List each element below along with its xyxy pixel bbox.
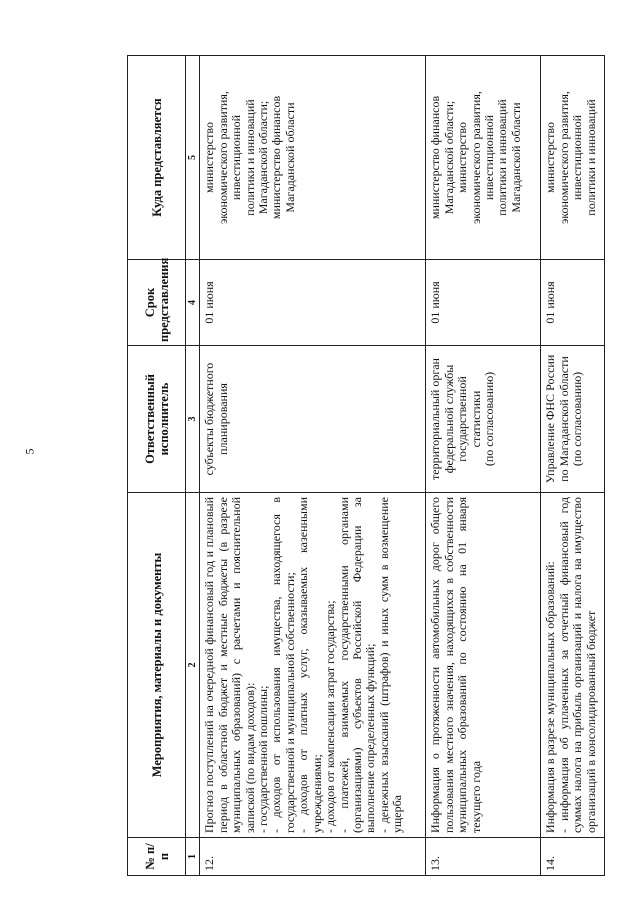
column-number: 2	[186, 493, 200, 838]
destination-line: инвестиционной	[570, 114, 585, 201]
row-measure	[541, 493, 605, 838]
row-number: 13.	[426, 838, 541, 876]
destination-line: Магаданской области	[282, 102, 297, 213]
rotated-page	[127, 56, 607, 876]
column-number-row	[186, 56, 200, 876]
executor-line: государственной	[455, 376, 470, 462]
measure-line: - доходов от платных услуг, оказываемых казенными учреждениями;	[296, 497, 324, 833]
measure-line: Прогноз поступлений на очередной финансовый год и плановый период в областной бюджет и местные бюджеты (в разрезе муниципальных образований) с расчетами и пояснительной запиской (по видам доходов):	[202, 497, 257, 833]
destination-line: министерство	[543, 122, 558, 193]
header-num: № п/п	[128, 838, 186, 876]
row-deadline: 01 июня	[541, 260, 605, 346]
table-row	[200, 56, 426, 876]
destination-line: экономического развития,	[215, 91, 230, 224]
executor-line: (по согласованию)	[570, 371, 585, 467]
row-deadline: 01 июня	[200, 260, 426, 346]
destination-line: Магаданской области;	[441, 100, 456, 215]
executor-line: статистики	[468, 390, 483, 448]
row-destination	[426, 56, 541, 260]
destination-line: Магаданской области;	[255, 100, 270, 215]
header-destination: Куда представляется	[128, 56, 186, 260]
measure-line: - доходов от использования имущества, находящегося в государственной и муниципальной собственности;	[269, 497, 297, 833]
destination-line: экономического развития,	[468, 91, 483, 224]
executor-line: по Магаданской области	[556, 356, 571, 482]
destination-line: министерство финансов	[269, 95, 284, 220]
column-number: 3	[186, 346, 200, 493]
column-number: 5	[186, 56, 200, 260]
table-row	[541, 56, 605, 876]
plan-table	[127, 55, 605, 876]
header-deadline: Срок представления	[128, 260, 186, 346]
executor-line: (по согласованию)	[481, 371, 496, 467]
destination-line: инвестиционной	[229, 114, 244, 201]
row-executor	[541, 346, 605, 493]
header-measures: Мероприятия, материалы и документы	[128, 493, 186, 838]
measure-line: - платежей, взимаемых государственными органами (организациями) субъектов Российской Федерации за выполнение определенных функций;	[336, 497, 378, 833]
page-number: 5	[22, 448, 37, 455]
destination-line: инвестиционной	[481, 114, 496, 201]
header-row	[128, 56, 186, 876]
destination-line: Магаданской области	[508, 102, 523, 213]
row-destination	[200, 56, 426, 260]
table-row	[426, 56, 541, 876]
destination-line: политики и инноваций	[242, 99, 257, 216]
executor-line: федеральной службы	[441, 364, 456, 474]
row-number: 14.	[541, 838, 605, 876]
column-number: 4	[186, 260, 200, 346]
measure-line: - государственной пошлины;	[255, 685, 270, 833]
executor-line: территориальный орган	[428, 358, 443, 480]
measure-line: - доходов от компенсации затрат государства;	[323, 600, 338, 833]
measure-line: Информация в разрезе муниципальных образований:	[543, 561, 558, 833]
destination-line: министерство	[455, 122, 470, 193]
row-measure	[200, 493, 426, 838]
row-measure	[426, 493, 541, 838]
destination-line: министерство финансов	[428, 95, 443, 220]
row-number: 12.	[200, 838, 426, 876]
row-executor	[426, 346, 541, 493]
row-destination	[541, 56, 605, 260]
column-number: 1	[186, 838, 200, 876]
destination-line: министерство	[202, 122, 217, 193]
destination-line: политики и инноваций	[495, 99, 510, 216]
measure-line: Информация о протяженности автомобильных дорог общего пользования местного значения, находящихся в собственности муниципальных образований по состоянию на 01 января текущего года	[428, 497, 483, 833]
executor-line: субъекты бюджетного	[202, 362, 217, 476]
destination-line: экономического развития,	[556, 91, 571, 224]
destination-line: политики и инноваций	[583, 99, 598, 216]
header-executor: Ответственный исполнитель	[128, 346, 186, 493]
measure-line: - денежных взысканий (штрафов) и иных сумм в возмещение ущерба	[376, 497, 405, 833]
executor-line: Управление ФНС России	[543, 354, 558, 484]
measure-line: - информация об уплаченных за отчетный финансовый год суммах налога на прибыль организаций и налога на имущество организаций в консолидированный бюджет	[556, 497, 598, 833]
row-executor	[200, 346, 426, 493]
executor-line: планирования	[215, 383, 230, 455]
row-deadline: 01 июня	[426, 260, 541, 346]
